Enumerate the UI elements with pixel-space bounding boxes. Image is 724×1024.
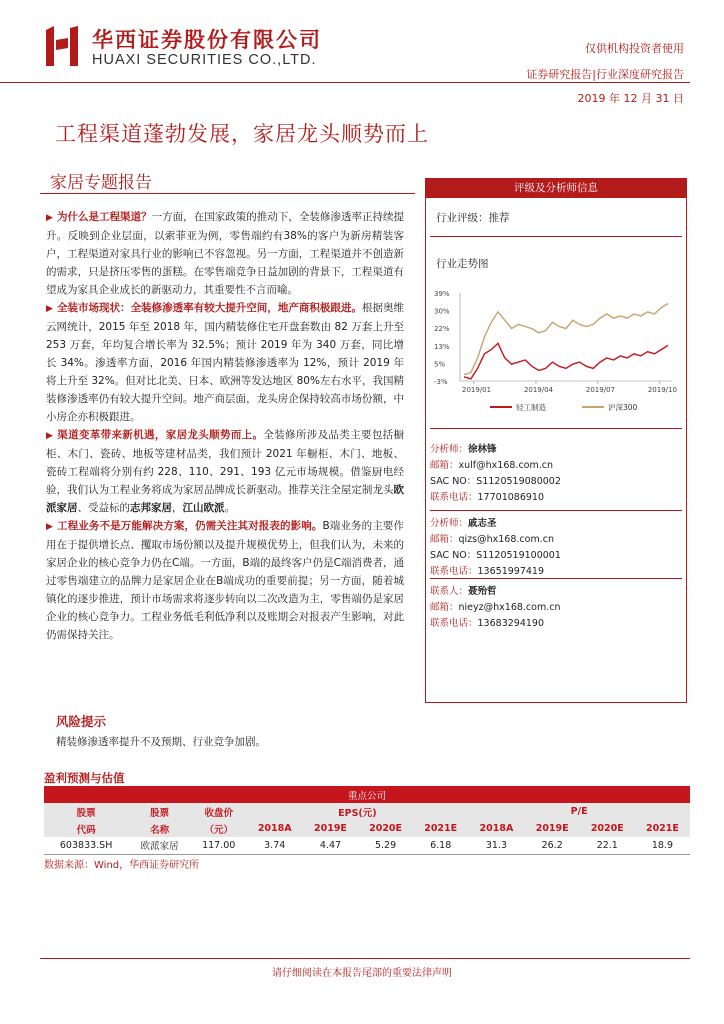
section-heading: 为什么是工程渠道？ (56, 211, 152, 223)
report-title: 工程渠道蓬勃发展，家居龙头顺势而上 (55, 122, 429, 146)
header-divider (0, 82, 690, 83)
table-cell: 6.18 (430, 839, 452, 851)
y-tick-label: 5% (434, 360, 446, 369)
section-4 (46, 517, 404, 644)
legend-label: 沪深300 (608, 403, 638, 412)
table-cell: 欧派家居 (140, 841, 179, 853)
stock-name: 志邦家居 (130, 502, 172, 514)
company-name-cn: 华西证券股份有限公司 (92, 27, 322, 52)
x-tick-label: 2019/01 (462, 386, 492, 394)
tel-label: 联系电话： (430, 618, 478, 629)
analyst-role: 分析师： (430, 444, 469, 455)
forecast-title: 盈利预测与估值 (44, 771, 125, 785)
sac-label: SAC NO： (430, 550, 477, 561)
analyst-email[interactable]: qizs@hx168.com.cn (458, 534, 554, 545)
analyst-sac: S1120519100001 (476, 550, 561, 561)
company-logo-icon (44, 26, 80, 66)
section-text: 、受益标的 (77, 502, 130, 514)
contact-person (430, 584, 560, 632)
series-line (464, 304, 668, 375)
table-header: 股票 (128, 803, 191, 820)
table-header: 2021E (413, 820, 468, 837)
analyst-sac: S1120519080002 (476, 476, 561, 487)
y-tick-label: -3% (434, 378, 448, 386)
x-tick-label: 2019/10 (647, 386, 677, 394)
report-subtitle: 家居专题报告 (50, 173, 152, 193)
main-body (46, 208, 404, 644)
sidebar-divider (430, 510, 682, 511)
contact-role: 联系人： (430, 586, 469, 597)
table-header: 2019E (303, 820, 358, 837)
sidebar-divider (430, 578, 682, 579)
section-text: 一方面，在国家政策的推动下，全装修渗透率正持续提升。反映到企业层面，以索菲亚为例，零售端约有38%的客户为新房精装客户，工程渠道对家具行业的影响已不容忽视。另一方面，工程渠道并不创造新的需求，只是挤压零售的蛋糕。在零售端竞争日益加剧的背景下，工程渠道有望成为家具企业成长的新驱动力，其重要性不言而喻。 (46, 211, 405, 296)
section-heading: 渠道变革带来新机遇，家居龙头顺势而上。 (57, 429, 264, 441)
table-header: 2018A (247, 820, 303, 837)
table-header: EPS(元) (247, 803, 469, 820)
section-text: 。 (224, 502, 235, 514)
table-header: P/E (468, 803, 690, 820)
table-header: 2020E (358, 820, 413, 837)
table-cell: 117.00 (202, 839, 236, 851)
tel-label: 联系电话： (430, 492, 478, 503)
x-tick-label: 2019/07 (585, 386, 615, 394)
table-row (44, 803, 690, 820)
email-label: 邮箱： (430, 460, 459, 471)
table-group-header: 重点公司 (44, 786, 690, 803)
section-1 (46, 208, 404, 299)
table-header: 2021E (635, 820, 690, 837)
y-tick-label: 13% (434, 342, 450, 351)
forecast-table (44, 786, 690, 855)
subtitle-divider (40, 193, 415, 194)
analyst-email[interactable]: xulf@hx168.com.cn (458, 460, 553, 471)
contact-tel: 13683294190 (477, 618, 545, 629)
analyst-tel: 17701086910 (477, 492, 545, 503)
table-header: 代码 (44, 820, 128, 837)
analyst-role: 分析师： (430, 518, 469, 529)
table-cell: 4.47 (319, 839, 342, 851)
report-type: 证券研究报告|行业深度研究报告 (526, 68, 684, 81)
sidebar-divider (430, 428, 682, 429)
tel-label: 联系电话： (430, 566, 478, 577)
section-heading: 全装市场现状：全装修渗透率有较大提升空间，地产商积极跟进。 (56, 302, 362, 314)
table-cell: 26.2 (541, 839, 563, 851)
x-tick-label: 2019/04 (523, 386, 554, 394)
y-tick-label: 39% (434, 290, 450, 298)
company-name-en: HUAXI SECURITIES CO.,LTD. (92, 52, 317, 68)
stock-name: 欧派家居 (46, 484, 404, 514)
legal-notice: 请仔细阅读在本报告尾部的重要法律声明 (272, 968, 452, 979)
section-text: B端业务的主要作用在于提供增长点、攫取市场份额以及提升规模优势上，但我们认为，未来的家居企业的核心竞争力仍在C端。一方面，B端的最终客户仍是C端消费者，通过零售端建立的品牌力是家居企业在B端成功的重要前提；另一方面，随着城镇化的逐步推进，预计市场需求将逐步转向以二次改造为主，零售端仍是家居企业的核心竞争力。工程业务低毛利低净利以及账期会对报表产生影响，对此仍需保持关注。 (46, 520, 405, 641)
bullet-icon: ▶ (46, 304, 53, 314)
risk-title: 风险提示 (56, 714, 107, 729)
table-header: 2018A (468, 820, 524, 837)
section-3 (46, 426, 404, 517)
table-row (44, 837, 690, 854)
analyst-name: 徐林锋 (468, 444, 497, 455)
email-label: 邮箱： (430, 534, 459, 545)
email-label: 邮箱： (430, 602, 459, 613)
analyst-tel: 13651997419 (477, 566, 545, 577)
risk-body: 精装修渗透率提升不及预期、行业竞争加剧。 (56, 736, 266, 748)
section-2 (46, 299, 404, 426)
contact-email[interactable]: nieyz@hx168.com.cn (458, 602, 561, 613)
analyst-name: 戚志圣 (468, 518, 497, 529)
table-cell: 5.29 (374, 839, 397, 851)
footer-divider (40, 958, 690, 959)
table-header: （元） (191, 820, 247, 837)
y-tick-label: 22% (434, 325, 450, 334)
audience-note: 仅供机构投资者使用 (585, 42, 684, 55)
bullet-icon: ▶ (46, 522, 54, 532)
section-text: 根据奥维云网统计，2015 年至 2018 年，国内精装修住宅开盘套数由 82 万套上升至 253 万套，年均复合增长率为 32.5%；预计 2019 年为 340 万套，同比增长 34%。渗透率方面，2016 年国内精装修渗透率为 12%，预计 2019 年将上升至 32%。但对比北美、日本、欧洲等发达地区 80%左右水平，我国精装修渗透率仍有较大提升空间。地产商层面，龙头房企保持较高市场份额，中小房企亦积极跟进。 (46, 302, 405, 423)
sidebar-divider (430, 236, 682, 237)
analyst-1 (430, 442, 561, 506)
bullet-icon: ▶ (46, 213, 53, 223)
y-tick-label: 30% (434, 307, 450, 316)
table-cell: 3.74 (264, 839, 286, 851)
industry-rating: 行业评级：推荐 (436, 212, 510, 224)
table-row (44, 820, 690, 837)
contact-name: 聂殆哲 (468, 586, 497, 597)
bullet-icon: ▶ (46, 431, 54, 441)
table-header: 名称 (128, 820, 191, 837)
table-header: 2019E (525, 820, 580, 837)
table-cell: 18.9 (651, 839, 673, 851)
section-text: 全装修所涉及品类主要包括橱柜、木门、瓷砖、地板等建材品类，我们预计 2021 年橱柜、木门、地板、瓷砖工程端将分别有约 228、110、291、193 亿元市场规模。借鉴厨电经验，我们认为工程业务将成为家居品牌成长新驱动。推荐关注全屋定制龙头 (46, 429, 405, 496)
table-cell: 31.3 (485, 839, 507, 851)
data-source: 数据来源：Wind，华西证券研究所 (44, 860, 200, 871)
table-cell: 22.1 (596, 839, 618, 851)
table-header: 股票 (44, 803, 128, 820)
sac-label: SAC NO： (430, 476, 477, 487)
table-cell: 603833.SH (59, 839, 113, 851)
table-header: 2020E (580, 820, 635, 837)
series-line (464, 343, 668, 379)
trend-title: 行业走势图 (436, 258, 489, 270)
sidebar-header: 评级及分析师信息 (425, 178, 687, 198)
table-header: 收盘价 (191, 803, 247, 820)
section-heading: 工程业务不是万能解决方案，仍需关注其对报表的影响。 (57, 520, 323, 532)
analyst-2 (430, 516, 561, 580)
report-date: 2019 年 12 月 31 日 (577, 92, 684, 105)
industry-trend-chart (432, 285, 682, 420)
section-text: ， (172, 502, 183, 514)
legend-label: 轻工制造 (516, 403, 546, 412)
table-row (44, 786, 690, 803)
stock-name: 江山欧派 (182, 502, 225, 514)
